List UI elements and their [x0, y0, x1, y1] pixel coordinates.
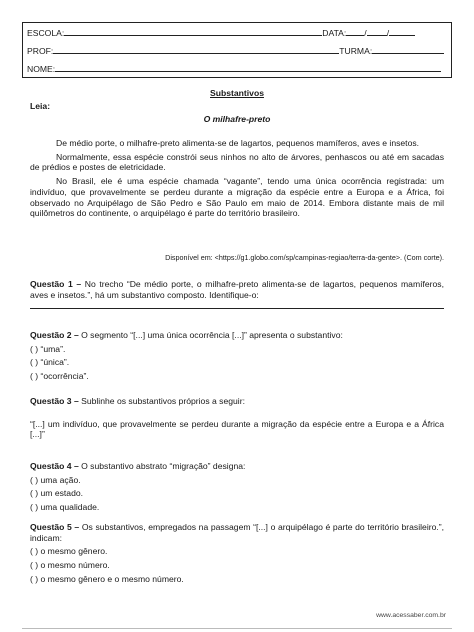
turma-label: TURMA: — [339, 46, 373, 56]
data-day-field[interactable] — [346, 27, 367, 38]
paragraph-3: No Brasil, ele é uma espécie chamada “vagante”, tendo uma única ocorrência registrada: um indivíduo, que provavelmente se perdeu durante a migração da espécie entre a Europa e a África, foi observado no Arquipélago de São Pedro e São Paulo em maio de 2014. Embora distante mais de mil quilômetros do continente, o arquipélago é parte do território brasileiro. — [30, 176, 444, 219]
question-3 — [30, 396, 444, 440]
q3-text: Sublinhe os substantivos próprios a seguir: — [78, 396, 245, 406]
nome-label: NOME: — [27, 64, 56, 74]
worksheet-title: Substantivos — [210, 88, 264, 98]
q4-text: O substantivo abstrato “migração” designa: — [78, 461, 246, 471]
q5-option-3[interactable]: ( ) o mesmo gênero e o mesmo número. — [30, 573, 184, 584]
q4-option-1[interactable]: ( ) uma ação. — [30, 474, 81, 485]
q1-label: Questão 1 – — [30, 279, 82, 289]
escola-row — [27, 27, 415, 39]
prof-label: PROF: — [27, 46, 54, 56]
q5-label: Questão 5 – — [30, 522, 80, 532]
data-label: DATA: — [322, 28, 347, 38]
q5-text: Os substantivos, empregados na passagem “[...] o arquipélago é parte do território brasileiro.”, indicam: — [30, 522, 445, 543]
question-4 — [30, 461, 444, 513]
question-5 — [30, 522, 444, 585]
q1-answer-line[interactable] — [30, 308, 444, 309]
q4-option-3[interactable]: ( ) uma qualidade. — [30, 502, 100, 513]
prof-row — [27, 45, 444, 57]
q4-label: Questão 4 – — [30, 461, 79, 471]
paragraph-2: Normalmente, essa espécie constrói seus ninhos no alto de árvores, penhascos ou até em sacadas de prédios e postes de eletricidade. — [30, 151, 444, 173]
source-citation: Disponível em: <https://g1.globo.com/sp/campinas-regiao/terra-da-gente>. (Com corte). — [165, 253, 444, 262]
nome-row — [27, 63, 441, 75]
escola-label: ESCOLA: — [27, 28, 65, 38]
text-title: O milhafre-preto — [203, 114, 271, 124]
q2-option-3[interactable]: ( ) “ocorrência”. — [30, 371, 89, 382]
data-year-field[interactable] — [386, 27, 415, 38]
turma-field[interactable] — [372, 45, 444, 54]
question-2 — [30, 330, 444, 382]
reading-text — [30, 138, 444, 219]
bottom-divider — [22, 628, 452, 629]
q2-option-1[interactable]: ( ) “uma”. — [30, 343, 66, 354]
escola-field[interactable] — [64, 27, 322, 36]
leia-label: Leia: — [30, 101, 51, 111]
q2-option-2[interactable]: ( ) “única”. — [30, 357, 70, 368]
q2-label: Questão 2 – — [30, 330, 79, 340]
q3-label: Questão 3 – — [30, 396, 79, 406]
q5-option-1[interactable]: ( ) o mesmo gênero. — [30, 546, 108, 557]
paragraph-1: De médio porte, o milhafre-preto alimenta-se de lagartos, pequenos mamíferos, aves e insetos. — [56, 138, 420, 148]
data-month-field[interactable] — [367, 27, 390, 38]
nome-field[interactable] — [55, 63, 441, 72]
prof-field[interactable] — [53, 45, 339, 54]
data-sep1: / — [364, 28, 367, 38]
question-1 — [30, 279, 444, 309]
q3-quote: “[...] um indivíduo, que provavelmente se perdeu durante a migração da espécie entre a Europa e a África [...]” — [30, 418, 444, 440]
q2-text: O segmento “[...] uma única ocorrência [...]” apresenta o substantivo: — [78, 330, 343, 340]
footer-website: www.acessaber.com.br — [376, 612, 446, 619]
q1-text: No trecho “De médio porte, o milhafre-preto alimenta-se de lagartos, pequenos mamíferos, aves e insetos.”, há um substantivo composto. Identifique-o: — [30, 279, 444, 300]
q5-option-2[interactable]: ( ) o mesmo número. — [30, 560, 110, 571]
data-sep2: / — [386, 28, 390, 38]
q4-option-2[interactable]: ( ) um estado. — [30, 488, 84, 499]
